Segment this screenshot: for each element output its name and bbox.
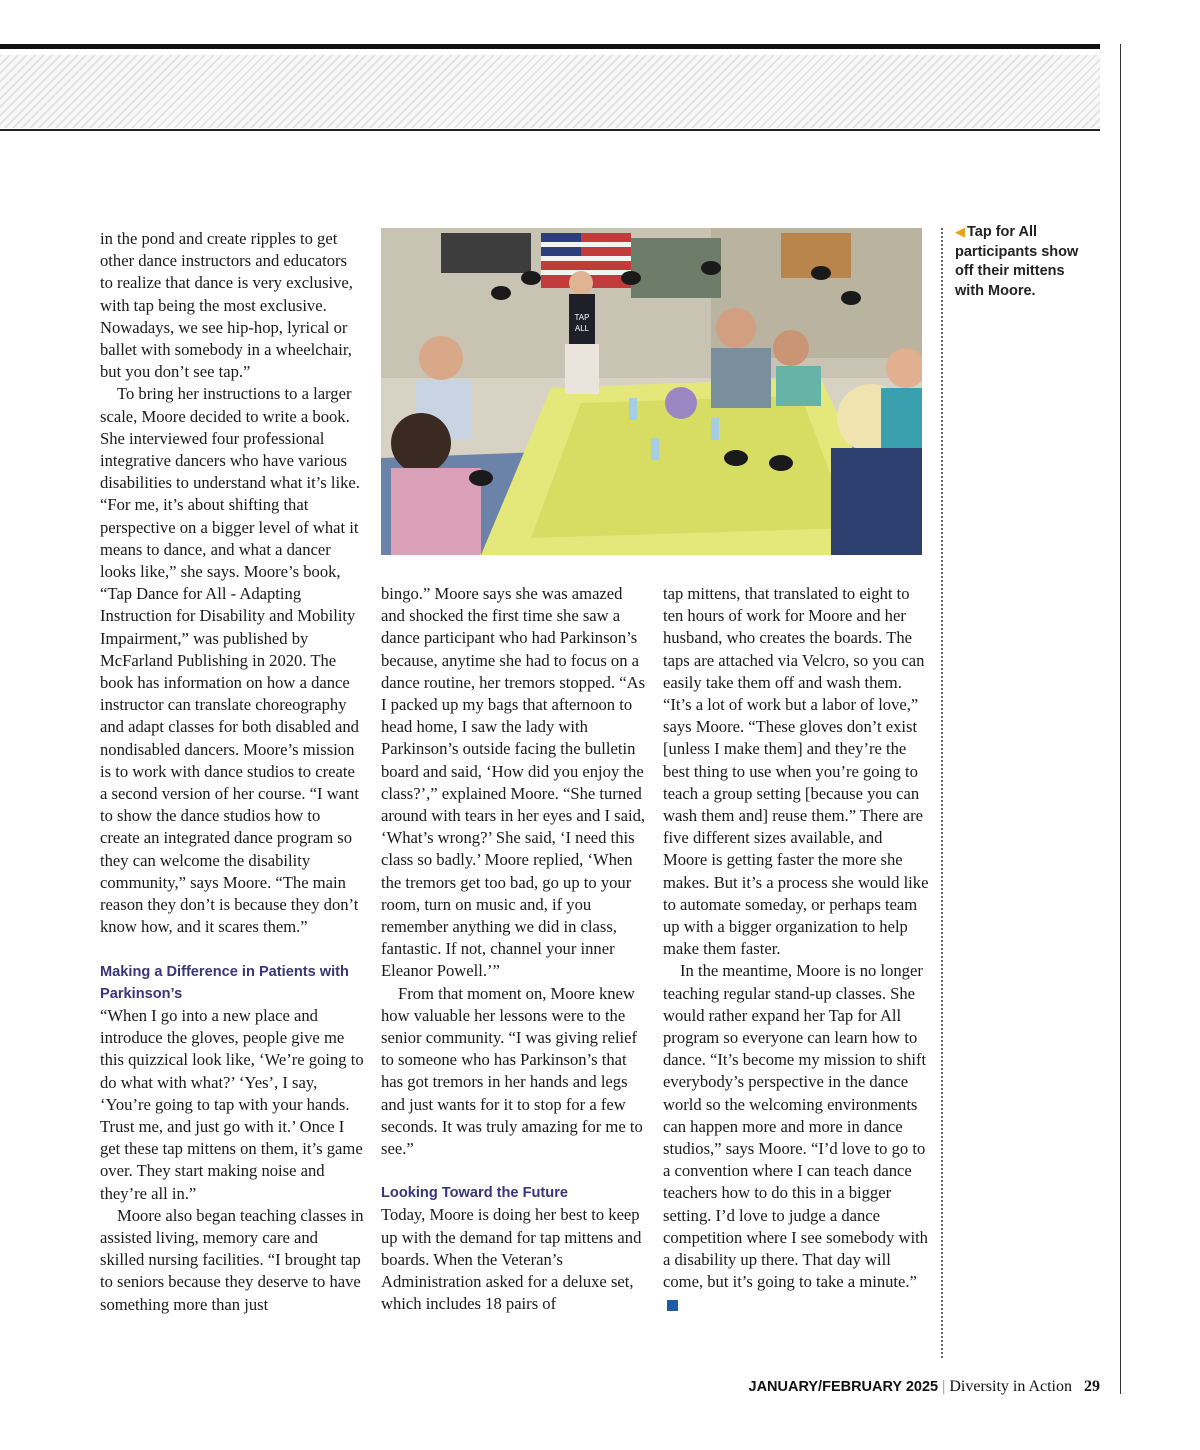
col2-paragraph-3: Today, Moore is doing her best to keep up with the demand for tap mittens and boards. When the Veteran’s Administration asked for a deluxe set, which includes 18 pairs of: [381, 1205, 642, 1314]
col3-paragraph-2: [663, 960, 929, 1315]
section-heading-future: Looking Toward the Future: [381, 1185, 569, 1202]
photo-illustration: [381, 228, 922, 555]
col1-paragraph-4: Moore also began teaching classes in assisted living, memory care and skilled nursing facilities. “I brought tap to seniors because they deserve to have something more than just: [100, 1205, 364, 1314]
col1-paragraph-2: To bring her instructions to a larger scale, Moore decided to write a book. She interviewed four professional integrative dancers who have various disabilities to understand what it’s like. “For me, it’s about shifting that perspective on a bigger level of what it means to dance, and what a dancer looks like,” she says. Moore’s book, “Tap Dance for All - Adapting Instruction for Disability and Mobility Impairment,” was published by McFarland Publishing in 2020. The book has information on how a dance instructor can translate choreography and adapt classes for both disabled and nondisabled dancers. Moore’s mission is to work with dance studios to create a second version of her course. “I want to show the dance studios how to create an integrated dance program so they can welcome the disability community,” says Moore. “The main reason they don’t is because they don’t know how, and it scares them.”: [100, 384, 360, 937]
footer-separator: |: [942, 1378, 946, 1395]
section-heading-parkinsons: Making a Difference in Patients with Parkinson’s: [100, 963, 349, 1002]
footer-publication: Diversity in Action: [949, 1378, 1072, 1395]
col3-paragraph-1: tap mittens, that translated to eight to ten hours of work for Moore and her husband, who creates the boards. The taps are attached via Velcro, so you can easily take them off and wash them. “It’s a lot of work but a labor of love,” says Moore. “These gloves don’t exist [unless I make them] and they’re the best thing to use when you’re going to teach a group setting [because you can wash them and] reuse them.” There are five different sizes available, and Moore is getting faster the more she makes. But it’s a process she would like to automate someday, or perhaps team up with a bigger organization to help make them faster.: [663, 584, 929, 959]
sidebar-dotted-divider: [941, 228, 943, 1358]
footer-page-number: 29: [1084, 1378, 1100, 1395]
col1-paragraph-1: in the pond and create ripples to get other dance instructors and educators to realize that dance is very exclusive, with tap being the most exclusive. Nowadays, we see hip-hop, lyrical or ballet with somebody in a wheelchair, but you don’t see tap.”: [100, 229, 353, 382]
header-bottom-rule: [0, 129, 1100, 131]
photo-shirt-text-1: TAP: [574, 313, 590, 322]
page-footer: [749, 1378, 1101, 1396]
col3-paragraph-2-text: In the meantime, Moore is no longer teaching regular stand-up classes. She would rather expand her Tap for All program so everyone can learn how to dance. “It’s become my mission to shift everybody’s perspective in the dance world so the welcoming environments can happen more and more in dance studios,” says Moore. “I’d love to go to a convention where I can teach dance teachers how to do this in a bigger setting. I’d love to judge a dance competition where I see somebody with a disability up there. That day will come, but it’s going to take a minute.”: [663, 961, 928, 1292]
article-column-1: [100, 228, 364, 1316]
photo-shirt-text-2: ALL: [574, 324, 590, 333]
header-hatch-band: [0, 55, 1100, 128]
article-column-3: [663, 583, 929, 1316]
end-mark-square-icon: [667, 1300, 678, 1311]
footer-issue: JANUARY/FEBRUARY 2025: [748, 1379, 939, 1395]
article-column-2: [381, 583, 647, 1316]
photo-caption: [955, 222, 1095, 301]
left-triangle-icon: ◀: [955, 224, 965, 239]
page-right-rule: [1120, 44, 1121, 1394]
col2-paragraph-1: bingo.” Moore says she was amazed and shocked the first time she saw a dance participant who had Parkinson’s because, anytime she had to focus on a dance routine, her tremors stopped. “As I packed up my bags that afternoon to head home, I saw the lady with Parkinson’s outside facing the bulletin board and said, ‘How did you enjoy the class?’,” explained Moore. “She turned around with tears in her eyes and I said, ‘What’s wrong?’ She said, ‘I need this class so badly.’ Moore replied, ‘When the tremors get too bad, go up to your room, turn on music and, if you remember anything we did in class, fantastic. If not, channel your inner Eleanor Powell.’”: [381, 584, 646, 981]
top-rule: [0, 44, 1100, 49]
article-photo: [381, 228, 922, 555]
col2-paragraph-2: From that moment on, Moore knew how valuable her lessons were to the senior community. “I was giving relief to someone who has Parkinson’s that has got tremors in her hands and legs and just wants for it to stop for a few seconds. It was truly amazing for me to see.”: [381, 983, 643, 1159]
caption-text: Tap for All participants show off their mittens with Moore.: [955, 224, 1079, 299]
col1-paragraph-3: “When I go into a new place and introduce the gloves, people give me this quizzical look like, ‘We’re going to do what with what?’ ‘Yes’, I say, ‘You’re going to tap with your hands. Trust me, and just go with it.’ Once I get these tap mittens on them, it’s game over. They start making noise and they’re all in.”: [100, 1005, 364, 1203]
